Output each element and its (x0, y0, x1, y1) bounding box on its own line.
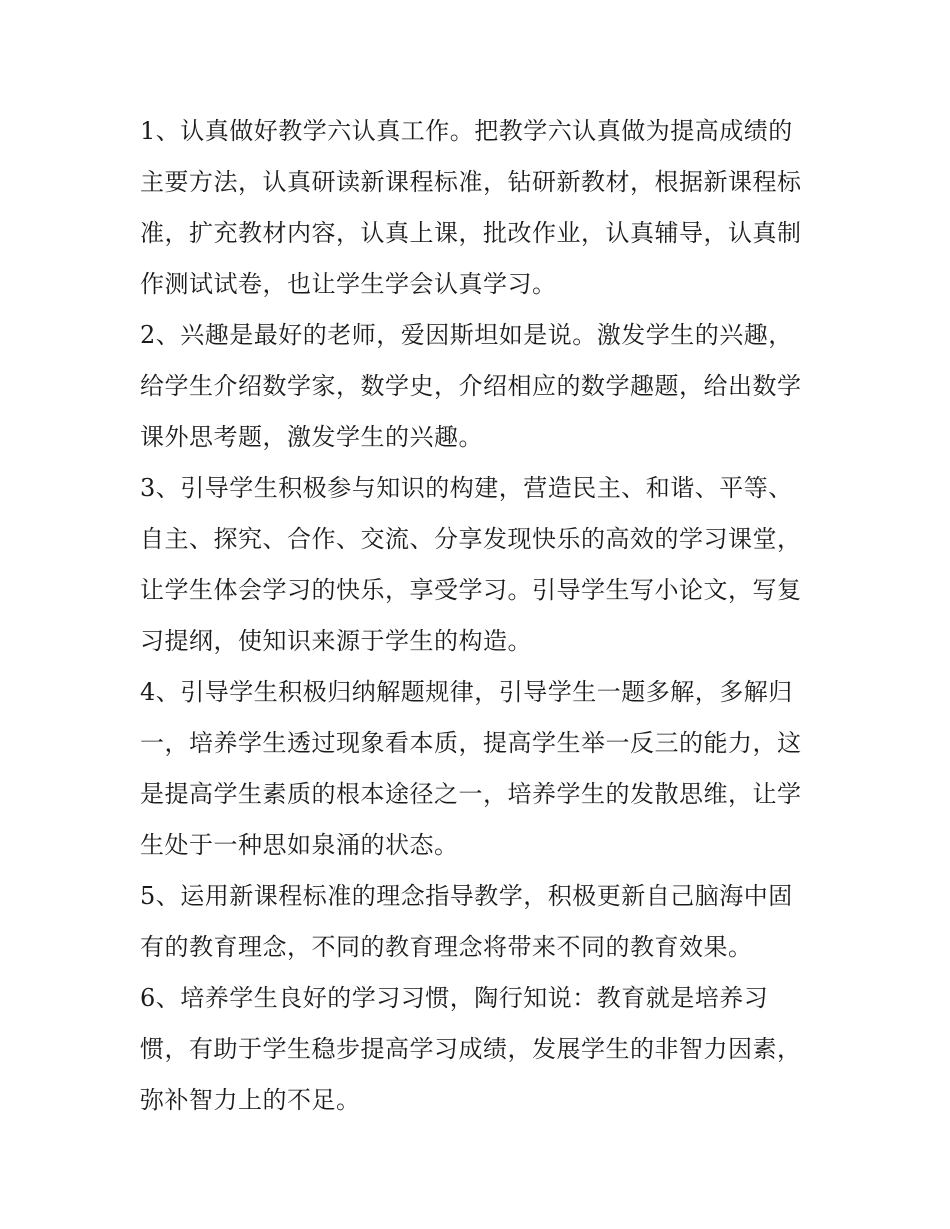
paragraph-line: 准，扩充教材内容，认真上课，批改作业，认真辅导，认真制 (140, 219, 802, 247)
paragraph-line: 2、兴趣是最好的老师，爱因斯坦如是说。激发学生的兴趣， (140, 321, 793, 349)
paragraph-line: 习提纲，使知识来源于学生的构造。 (140, 627, 532, 655)
paragraph-line: 给学生介绍数学家，数学史，介绍相应的数学趣题，给出数学 (140, 372, 802, 400)
paragraph-line: 一，培养学生透过现象看本质，提高学生举一反三的能力，这 (140, 729, 802, 757)
paragraph-line: 惯，有助于学生稳步提高学习成绩，发展学生的非智力因素， (140, 1035, 802, 1063)
paragraph-line: 生处于一种思如泉涌的状态。 (140, 831, 459, 859)
paragraph-6 (140, 973, 820, 1126)
paragraph-5 (140, 871, 820, 973)
paragraph-line: 让学生体会学习的快乐，享受学习。引导学生写小论文，写复 (140, 576, 802, 604)
paragraph-line: 课外思考题，激发学生的兴趣。 (140, 423, 483, 451)
paragraph-line: 主要方法，认真研读新课程标准，钻研新教材，根据新课程标 (140, 168, 802, 196)
paragraph-line: 有的教育理念，不同的教育理念将带来不同的教育效果。 (140, 933, 753, 961)
paragraph-line: 作测试试卷，也让学生学会认真学习。 (140, 270, 557, 298)
paragraph-4 (140, 667, 820, 871)
document-body (140, 106, 820, 1126)
paragraph-line: 4、引导学生积极归纳解题规律，引导学生一题多解，多解归 (140, 678, 793, 706)
paragraph-line: 6、培养学生良好的学习习惯，陶行知说：教育就是培养习 (140, 984, 769, 1012)
paragraph-1 (140, 106, 820, 310)
paragraph-line: 3、引导学生积极参与知识的构建，营造民主、和谐、平等、 (140, 474, 793, 502)
paragraph-line: 弥补智力上的不足。 (140, 1086, 361, 1114)
paragraph-line: 是提高学生素质的根本途径之一，培养学生的发散思维，让学 (140, 780, 802, 808)
paragraph-2 (140, 310, 820, 463)
paragraph-line: 5、运用新课程标准的理念指导教学，积极更新自己脑海中固 (140, 882, 793, 910)
paragraph-3 (140, 463, 820, 667)
paragraph-line: 自主、探究、合作、交流、分享发现快乐的高效的学习课堂， (140, 525, 802, 553)
paragraph-line: 1、认真做好教学六认真工作。把教学六认真做为提高成绩的 (140, 117, 793, 145)
